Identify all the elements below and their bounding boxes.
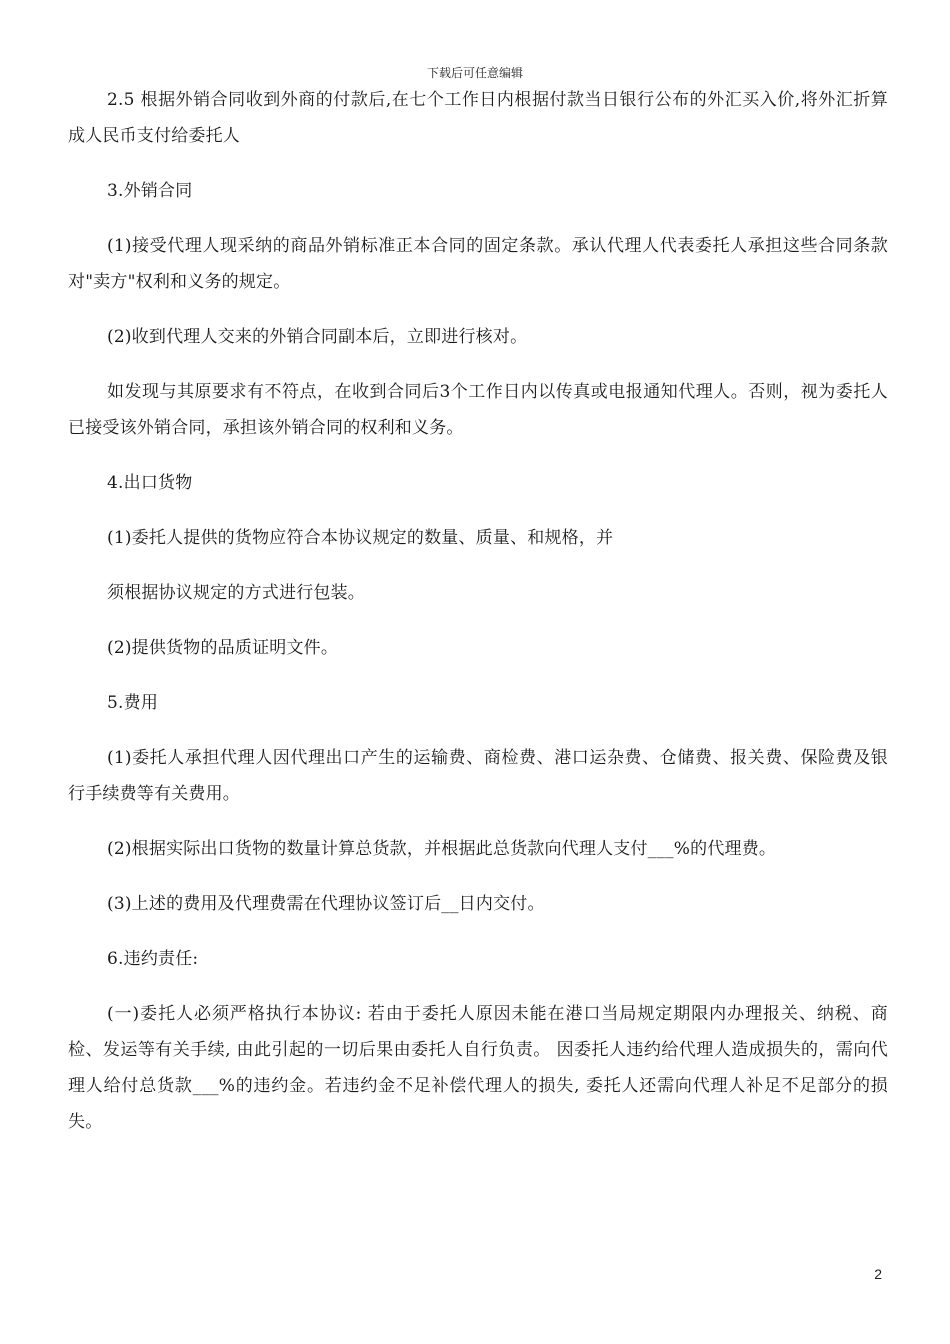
heading-fees: 5.费用 [107, 693, 159, 713]
paragraph-contract-copy-check: (2)收到代理人交来的外销合同副本后，立即进行核对。 [107, 327, 528, 347]
paragraph-quality-certificate: (2)提供货物的品质证明文件。 [107, 638, 339, 658]
paragraph-fee-deadline: (3)上述的费用及代理费需在代理协议签订后__日内交付。 [107, 894, 545, 914]
page-number: 2 [874, 1266, 882, 1282]
paragraph-goods-quality: (1)委托人提供的货物应符合本协议规定的数量、质量、和规格，并 [107, 528, 614, 548]
heading-breach-liability: 6.违约责任: [107, 949, 199, 969]
paragraph-breach-terms: (一)委托人必须严格执行本协议: 若由于委托人原因未能在港口当局规定期限内办理报关、纳税、商检、发运等有关手续, 由此引起的一切后果由委托人自行负责。 因委托人违约给代理人造成损失的，需向代理人给付总货款___%的违约金。若违约金不足补偿代理人的损失, 委托人还需向代理人补足不足部分的损失。 [68, 1004, 888, 1132]
paragraph-goods-packaging: 须根据协议规定的方式进行包装。 [107, 583, 365, 603]
document-body [68, 82, 888, 1159]
paragraph-agency-fee: (2)根据实际出口货物的数量计算总货款，并根据此总货款向代理人支付___%的代理费。 [107, 839, 777, 859]
heading-export-goods: 4.出口货物 [107, 473, 193, 493]
heading-export-contract: 3.外销合同 [107, 181, 193, 201]
page-header-note: 下载后可任意编辑 [426, 66, 523, 80]
paragraph-discrepancy-notice: 如发现与其原要求有不符点，在收到合同后3个工作日内以传真或电报通知代理人。否则，视为委托人已接受该外销合同，承担该外销合同的权利和义务。 [68, 382, 888, 438]
paragraph-fees-borne: (1)委托人承担代理人因代理出口产生的运输费、商检费、港口运杂费、仓储费、报关费、保险费及银行手续费等有关费用。 [68, 748, 888, 804]
paragraph-contract-terms: (1)接受代理人现采纳的商品外销标准正本合同的固定条款。承认代理人代表委托人承担这些合同条款对"卖方"权利和义务的规定。 [68, 236, 888, 292]
paragraph-payment-conversion: 2.5 根据外销合同收到外商的付款后,在七个工作日内根据付款当日银行公布的外汇买入价,将外汇折算成人民币支付给委托人 [68, 90, 888, 146]
